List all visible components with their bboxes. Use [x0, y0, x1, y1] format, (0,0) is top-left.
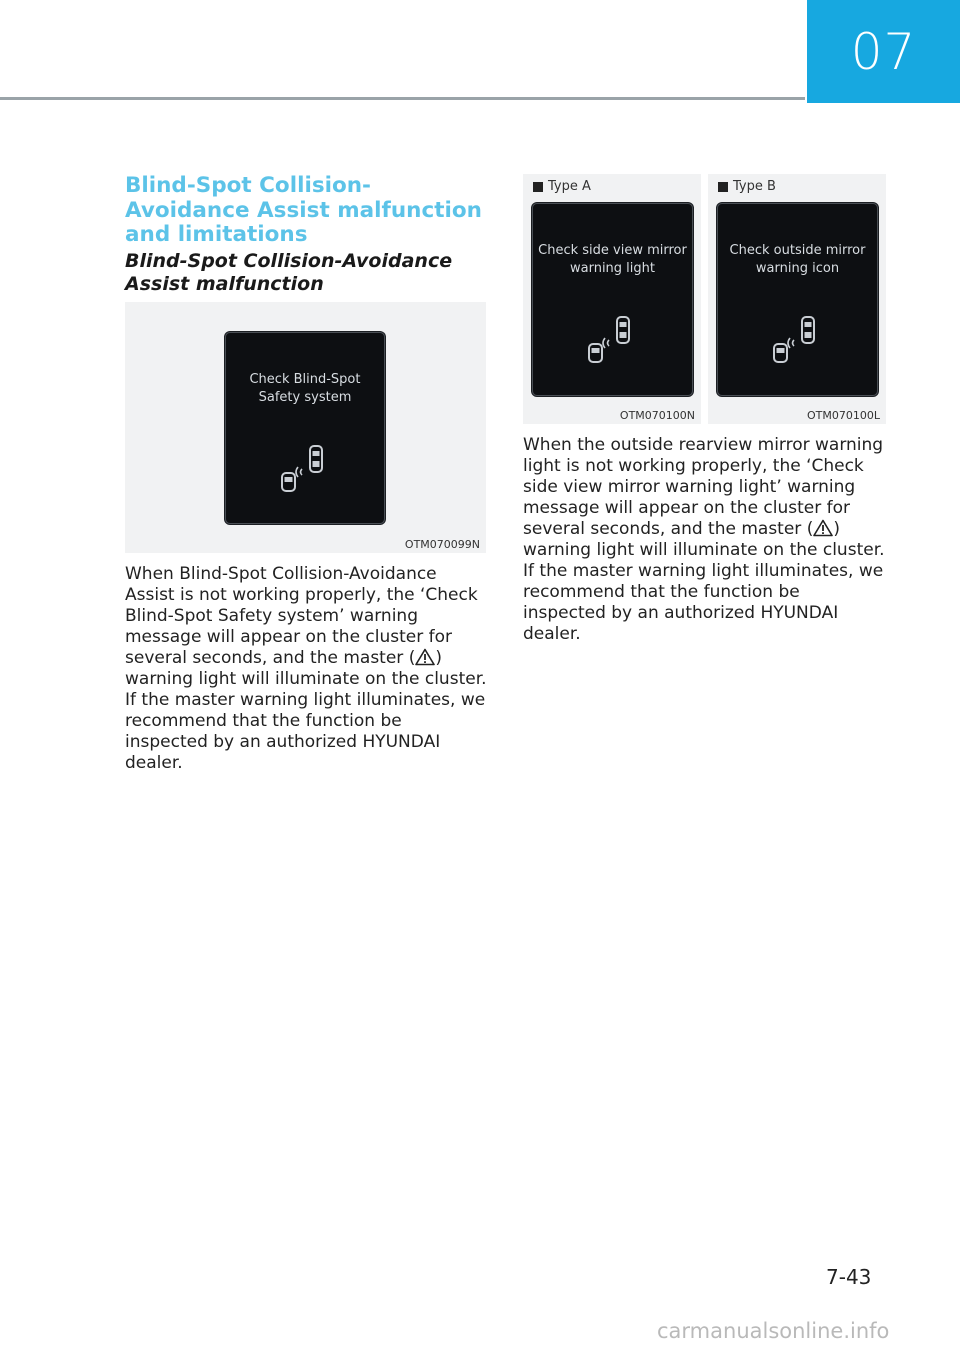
cluster-screen — [717, 203, 878, 396]
screen-message: Check Blind-Spot Safety system — [249, 372, 361, 405]
paragraph-text: ) warning light will illuminate on the cluster. If the master warning light illuminates, we recommend that the function be inspected by an authorized HYUNDAI dealer. — [125, 648, 487, 773]
figure-code: OTM070099N — [404, 538, 480, 551]
right-paragraph — [523, 435, 886, 645]
figure-cluster-warning — [125, 302, 486, 553]
watermark: carmanualsonline.info — [657, 1319, 890, 1343]
bullet-square-icon — [718, 182, 728, 192]
paragraph-text: ) warning light will illuminate on the cluster. If the master warning light illuminates, we recommend that the function be inspected by an authorized HYUNDAI dealer. — [523, 519, 885, 644]
warning-triangle-icon — [415, 648, 435, 666]
left-paragraph — [125, 564, 487, 774]
type-b-label — [718, 179, 776, 194]
figure-type-b — [708, 174, 886, 424]
screen-message: Check side view mirror warning light — [538, 243, 687, 276]
page-number: 7-43 — [826, 1265, 872, 1289]
warning-triangle-icon — [813, 519, 833, 537]
blind-spot-icon — [585, 314, 641, 366]
chapter-tab — [807, 0, 960, 103]
chapter-number: 07 — [850, 22, 917, 81]
cluster-screen — [532, 203, 693, 396]
header-rule — [0, 97, 805, 100]
type-label-text: Type A — [548, 179, 591, 194]
screen-message: Check outside mirror warning icon — [729, 243, 866, 276]
section-title: Blind-Spot Collision-Avoidance Assist malfunction and limitations — [125, 173, 482, 247]
type-a-label — [533, 179, 591, 194]
blind-spot-icon — [770, 314, 826, 366]
sub-title: Blind-Spot Collision-Avoidance Assist malfunction — [125, 250, 453, 295]
type-label-text: Type B — [733, 179, 776, 194]
bullet-square-icon — [533, 182, 543, 192]
figure-code: OTM070100L — [807, 409, 880, 422]
cluster-screen — [225, 332, 385, 524]
paragraph-text: When Blind-Spot Collision-Avoidance Assist is not working properly, the ‘Check Blind-Spot Safety system’ warning message will appear on the cluster for several seconds, and the master ( — [125, 564, 478, 668]
figure-code: OTM070100N — [619, 409, 695, 422]
blind-spot-icon — [278, 443, 334, 495]
paragraph-text: When the outside rearview mirror warning light is not working properly, the ‘Check side view mirror warning light’ warning message will appear on the cluster for several seconds, and the master ( — [523, 435, 884, 539]
figure-type-a — [523, 174, 701, 424]
